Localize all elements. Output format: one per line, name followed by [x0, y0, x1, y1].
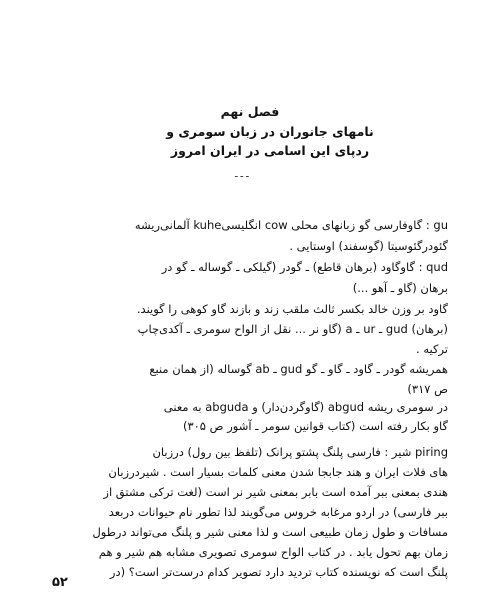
body-line: های فلات ایران و هند جابجا شدن معنی کلمات بسیار است . شیردرزبان: [108, 465, 448, 479]
page-number: ۵۲: [52, 575, 68, 590]
body-line: زمان بهم تحول یابد . در کتاب الواح سومری تصویری مشابه هم شیر و هم: [98, 545, 448, 559]
body-line: همریشه گودر ـ گاود ـ گاو ـ گو gud ـ ab گوساله (از همان منبع: [149, 362, 448, 376]
body-line: (برهان) gud ـ ur ـ a (گاو نر ... نقل از الواح سومری ـ آکدی‌چاپ: [137, 322, 448, 336]
body-line: گاود بر وزن خالد بکسر ثالث ملقب زند و بازند گاو کوهی را گویند.: [136, 302, 448, 316]
body-line: qud : گاوگاود (برهان قاطع) ـ گودر (گیلکی ـ گوساله ـ گو در: [161, 260, 448, 274]
body-line: برهان (گاو ـ آهو ...): [352, 281, 448, 295]
body-line: هندی بمعنی ببر آمده است بابر بمعنی شیر نر است (لغت ترکی مشتق از: [103, 485, 448, 499]
body-line: ترکیه .: [416, 342, 448, 356]
body-line: ص ۳۱۷): [407, 382, 448, 396]
body-line: گاو بکار رفته است (کتاب قوانین سومر ـ آشور ص ۳۰۵): [182, 419, 448, 433]
body-line: مسافات و طول زمان طبیعی است و لذا معنی شیر و پلنگ می‌تواند درطول: [92, 525, 448, 539]
body-line: piring شیر : فارسی پلنگ پشتو پرانک (تلفظ بین رول) درزبان: [152, 445, 448, 459]
body-line: پلنگ است که نویسنده کتاب تردید دارد تصویر کدام درست‌تر است؟ (در: [109, 565, 448, 579]
body-line: ببر فارسی) در اردو مرغابه خروس می‌گویند لذا تطور نام حیوانات دربعد: [108, 505, 448, 519]
body-line: در سومری ریشه abgud (گاوگردن‌دار) و abguda به معنی: [163, 400, 448, 414]
chapter-title-line-1: نامهای جانوران در زبان سومری و: [166, 124, 374, 139]
chapter-heading: فصل نهم: [220, 104, 280, 119]
body-line: gu : گاوفارسی گو زبانهای محلی cow انگلیسیkuhe آلمانی‌ریشه: [134, 218, 448, 232]
chapter-title-line-2: ردپای این اسامی در ایران امروز: [170, 143, 370, 158]
ornament-mark: ـ ـ ـ: [235, 170, 249, 180]
body-line: گئودرگئوسیتا (گوسفند) اوستایی .: [289, 239, 448, 253]
